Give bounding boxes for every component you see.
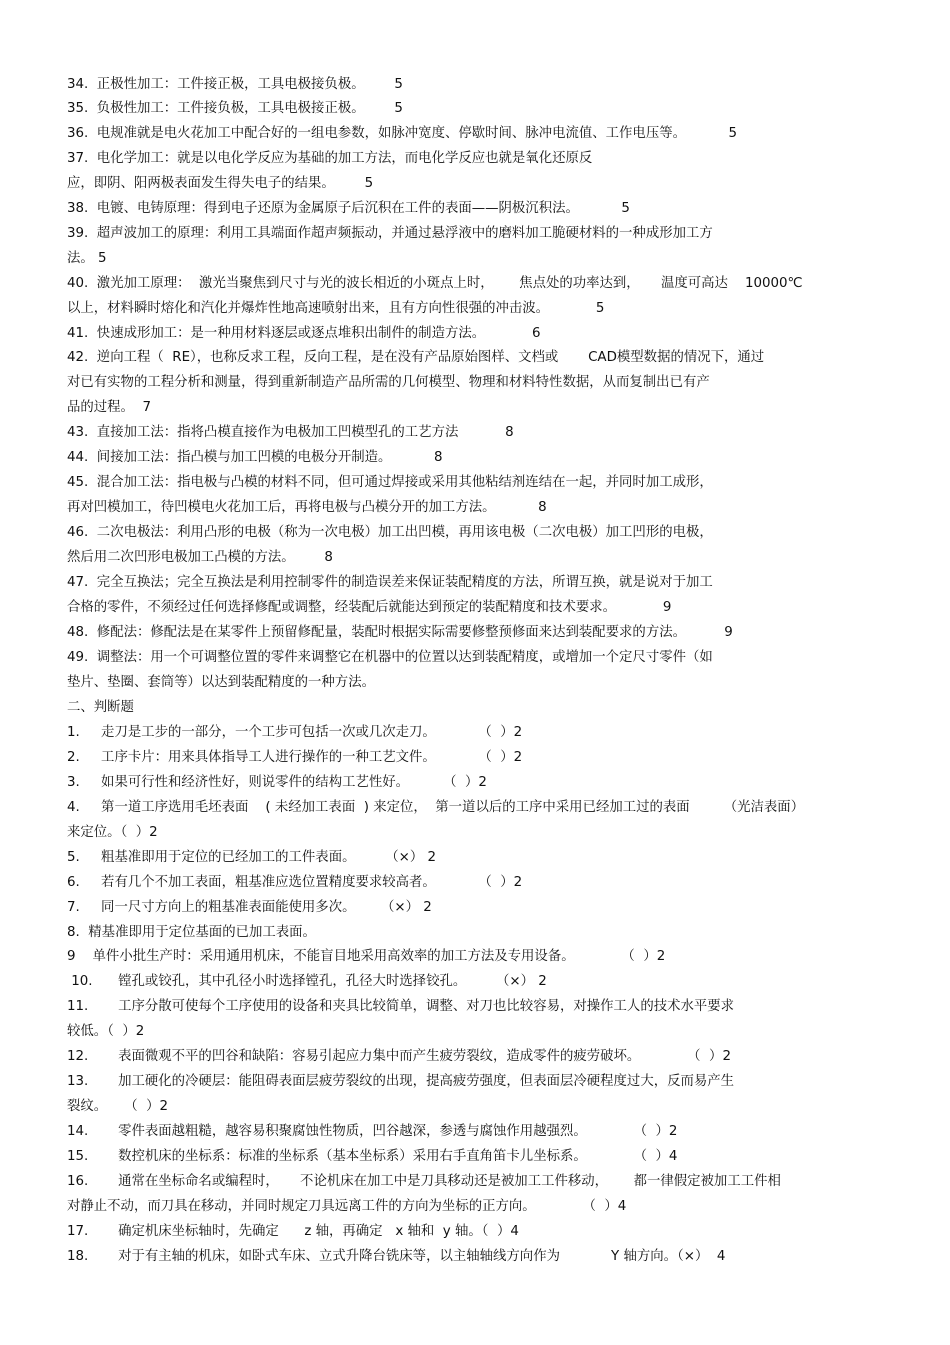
definition-49: 49. 调整法：用一个可调整位置的零件来调整它在机器中的位置以达到装配精度，或增加一个定尺寸零件（如 xyxy=(67,650,713,665)
judgment-7: 7. 同一尺寸方向上的粗基准表面能使用多次。 （×） 2 xyxy=(67,900,432,915)
judgment-18: 18. 对于有主轴的机床，如卧式车床、立式升降台铣床等，以主轴轴线方向作为 Y 轴方向。（×） 4 xyxy=(67,1249,726,1264)
definition-40-cont: 以上，材料瞬时熔化和汽化并爆炸性地高速喷射出来，且有方向性很强的冲击波。 5 xyxy=(67,301,605,316)
definition-45: 45. 混合加工法：指电极与凸模的材料不同，但可通过焊接或采用其他粘结剂连结在一起，并同时加工成形， xyxy=(67,475,713,490)
definition-34: 34. 正极性加工：工件接正极，工具电极接负极。 5 xyxy=(67,77,403,92)
section-heading-judgment: 二、判断题 xyxy=(67,700,134,715)
definition-47: 47. 完全互换法；完全互换法是利用控制零件的制造误差来保证装配精度的方法，所谓互换，就是说对于加工 xyxy=(67,575,713,590)
definition-45-cont: 再对凹模加工，待凹模电火花加工后，再将电极与凸模分开的加工方法。 8 xyxy=(67,500,547,515)
definition-37: 37. 电化学加工：就是以电化学反应为基础的加工方法，而电化学反应也就是氧化还原反 xyxy=(67,151,593,166)
definition-35: 35. 负极性加工：工件接负极，工具电极接正极。 5 xyxy=(67,101,403,116)
definition-47-cont: 合格的零件，不须经过任何选择修配或调整，经装配后就能达到预定的装配精度和技术要求。 9 xyxy=(67,600,672,615)
definition-39-cont: 法。 5 xyxy=(67,251,107,266)
definition-40: 40. 激光加工原理： 激光当聚焦到尺寸与光的波长相近的小斑点上时， 焦点处的功率达到， 温度可高达 10000℃ xyxy=(67,276,803,291)
judgment-9: 9 单件小批生产时：采用通用机床，不能盲目地采用高效率的加工方法及专用设备。 （ ）2 xyxy=(67,949,666,964)
judgment-11: 11. 工序分散可使每个工序使用的设备和夹具比较简单，调整、对刀也比较容易，对操作工人的技术水平要求 xyxy=(67,999,735,1014)
judgment-16: 16. 通常在坐标命名或编程时， 不论机床在加工中是刀具移动还是被加工工件移动， 都一律假定被加工工件相 xyxy=(67,1174,781,1189)
judgment-1: 1. 走刀是工步的一部分，一个工步可包括一次或几次走刀。 （ ）2 xyxy=(67,725,523,740)
judgment-14: 14. 零件表面越粗糙，越容易积聚腐蚀性物质，凹谷越深，参透与腐蚀作用越强烈。 （ ）2 xyxy=(67,1124,678,1139)
judgment-3: 3. 如果可行性和经济性好，则说零件的结构工艺性好。 （ ）2 xyxy=(67,775,487,790)
definition-46-cont: 然后用二次凹形电极加工凸模的方法。 8 xyxy=(67,550,333,565)
definition-49-cont: 垫片、垫圈、套筒等）以达到装配精度的一种方法。 xyxy=(67,675,375,690)
definition-42-cont2: 品的过程。 7 xyxy=(67,400,151,415)
judgment-13: 13. 加工硬化的冷硬层：能阻碍表面层疲劳裂纹的出现，提高疲劳强度，但表面层冷硬程度过大，反而易产生 xyxy=(67,1074,735,1089)
judgment-11-cont: 较低。（ ）2 xyxy=(67,1024,145,1039)
judgment-4: 4. 第一道工序选用毛坯表面 ( 未经加工表面 ) 来定位， 第一道以后的工序中采用已经加工过的表面 （光洁表面） xyxy=(67,800,805,815)
judgment-17: 17. 确定机床坐标轴时，先确定 z 轴，再确定 x 轴和 y 轴。（ ）4 xyxy=(67,1224,519,1239)
definition-46: 46. 二次电极法：利用凸形的电极（称为一次电极）加工出凹模，再用该电极（二次电极）加工凹形的电极， xyxy=(67,525,713,540)
definition-44: 44. 间接加工法：指凸模与加工凹模的电极分开制造。 8 xyxy=(67,450,443,465)
judgment-5: 5. 粗基准即用于定位的已经加工的工件表面。 （×） 2 xyxy=(67,850,437,865)
definition-48: 48. 修配法：修配法是在某零件上预留修配量，装配时根据实际需要修整预修面来达到装配要求的方法。 9 xyxy=(67,625,733,640)
judgment-16-cont: 对静止不动，而刀具在移动，并同时规定刀具远离工件的方向为坐标的正方向。 （ ）4 xyxy=(67,1199,627,1214)
definition-38: 38. 电镀、电铸原理：得到电子还原为金属原子后沉积在工件的表面——阴极沉积法。 5 xyxy=(67,201,630,216)
definition-41: 41. 快速成形加工：是一种用材料逐层或逐点堆积出制件的制造方法。 6 xyxy=(67,326,541,341)
definition-42-cont: 对已有实物的工程分析和测量，得到重新制造产品所需的几何模型、物理和材料特性数据，从而复制出已有产 xyxy=(67,375,710,390)
judgment-8: 8. 精基准即用于定位基面的已加工表面。 xyxy=(67,925,316,940)
definition-42: 42. 逆向工程（ RE），也称反求工程，反向工程，是在没有产品原始图样、文档或 CAD模型数据的情况下，通过 xyxy=(67,350,765,365)
definition-36: 36. 电规准就是电火花加工中配合好的一组电参数，如脉冲宽度、停歇时间、脉冲电流值、工作电压等。 5 xyxy=(67,126,738,141)
judgment-12: 12. 表面微观不平的凹谷和缺陷：容易引起应力集中而产生疲劳裂纹，造成零件的疲劳破坏。 （ ）2 xyxy=(67,1049,731,1064)
judgment-4-cont: 来定位。（ ）2 xyxy=(67,825,158,840)
judgment-15: 15. 数控机床的坐标系：标准的坐标系（基本坐标系）采用右手直角笛卡儿坐标系。 （ ）4 xyxy=(67,1149,678,1164)
judgment-13-cont: 裂纹。 （ ）2 xyxy=(67,1099,169,1114)
definition-37-cont: 应，即阴、阳两极表面发生得失电子的结果。 5 xyxy=(67,176,374,191)
definition-43: 43. 直接加工法：指将凸模直接作为电极加工凹模型孔的工艺方法 8 xyxy=(67,425,514,440)
definition-39: 39. 超声波加工的原理：利用工具端面作超声频振动，并通过悬浮液中的磨料加工脆硬材料的一种成形加工方 xyxy=(67,226,713,241)
judgment-10: 10. 镗孔或铰孔，其中孔径小时选择镗孔，孔径大时选择铰孔。 （×） 2 xyxy=(67,974,547,989)
judgment-2: 2. 工序卡片：用来具体指导工人进行操作的一种工艺文件。 （ ）2 xyxy=(67,750,523,765)
judgment-6: 6. 若有几个不加工表面，粗基准应选位置精度要求较高者。 （ ）2 xyxy=(67,875,523,890)
